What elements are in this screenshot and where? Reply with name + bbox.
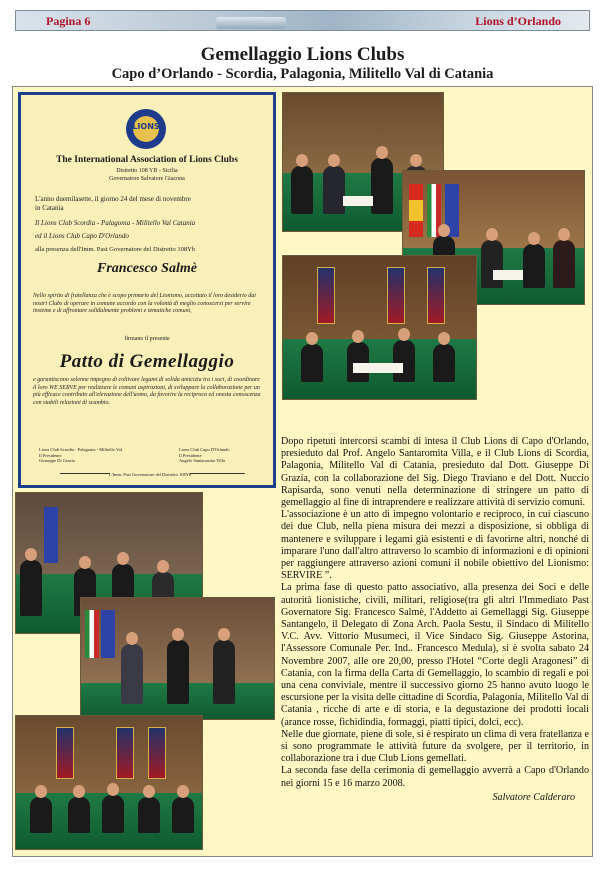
cert-org: The International Association of Lions Clubs	[56, 155, 238, 165]
photo-head-table	[282, 255, 477, 400]
lions-logo-icon: LIONS	[126, 109, 166, 149]
cert-firmano: firmano il presente	[124, 336, 170, 342]
signature-scribble	[190, 467, 248, 474]
cert-governor: Governatore Salvatore Giacona	[109, 176, 185, 182]
signature-scribble	[60, 467, 113, 474]
cert-district: Distretto 108 YB - Sicilia	[116, 168, 178, 174]
cert-patto-title: Patto di Gemellaggio	[59, 351, 235, 372]
cert-signature-center: L'Imm. Past Governatore del Distretto 108Yb	[109, 472, 192, 477]
cert-body2: e garantiscono solenne impegno di coltivare legami di solida amicizia tra i soci, di coordinare il loro WE SERVE per realizzare le comuni aspirazioni, di sviluppare la collaborazione per un più efficace contributo all'elevazione dell'uomo, da favorire la reciproca ed onesta conoscenza con stabili relazioni di scambio.	[33, 377, 261, 406]
article-paragraph: Dopo ripetuti intercorsi scambi di intesa il Club Lions di Capo d'Orlando, presieduto dal Prof. Angelo Santaromita Villa, e il Club Lions di Scordia, Palagonia, Militello Val di Catania, presieduto dal Dott. Giuseppe Di Grazia, con la collaborazione del Sig. Diego Traviano e del Dott. Nuccio Rapisarda, sono venuti nella determinazione di stringere un patto di gemellaggio al fine di intraprendere e realizzare attività di servizio comuni.	[281, 436, 589, 509]
article-paragraph: L'associazione è un atto di impegno volontario e reciproco, in cui ciascuno dei due Club, nella piena misura dei mezzi a disposizione, si obbliga di mantenere e sviluppare i legami già esistenti e di favorirne altri, nonché di imparare l'uno dall'altro attraverso lo scambio di informazioni e di opinioni per raggiungere attraverso azioni comuni il nobile obiettivo del Lionismo: SERVIRE ”.	[281, 509, 589, 582]
article-paragraph: La seconda fase della cerimonia di gemellaggio avverrà a Capo d'Orlando nei giorni 15 e 16 marzo 2008.	[281, 765, 589, 789]
article-author: Salvatore Calderaro	[492, 791, 575, 803]
article-subtitle: Capo d’Orlando - Scordia, Palagonia, Militello Val di Catania	[111, 66, 494, 82]
header-landscape-image	[216, 17, 286, 29]
cert-club2: ed il Lions Club Capo D'Orlando	[35, 232, 129, 240]
page-header	[15, 10, 590, 31]
twinning-certificate	[18, 92, 276, 488]
newsletter-name: Lions d’Orlando	[475, 14, 561, 28]
cert-name: Francesco Salmè	[97, 261, 197, 276]
photo-dinner-table	[15, 715, 203, 850]
cert-date-line: L'anno duemilasette, il giorno 24 del mese di novembre	[35, 195, 191, 203]
cert-date-line2: in Catania	[35, 204, 64, 212]
cert-signature-right: Lions Club Capo D'Orlando Il Presidente Angelo Santaromita Villa	[179, 447, 230, 463]
article-title: Gemellaggio Lions Clubs	[200, 44, 405, 65]
photo-handshake	[80, 597, 275, 720]
cert-signature-left: Lions Club Scordia - Palagonia - Militello Val. Il Presidente Giuseppe Di Grazia	[39, 447, 124, 463]
page-number: Pagina 6	[46, 14, 91, 28]
article-paragraph: Nelle due giornate, piene di sole, si è respirato un clima di vera fratellanza e si sono programmate le attività future da svolgere, per il territorio, in collaborazione tra i due Club Lions gemellati.	[281, 728, 589, 765]
cert-club1: Il Lions Club Scordia - Palagonia - Militello Val Catania	[35, 219, 196, 227]
article-paragraph: La prima fase di questo patto associativo, alla presenza dei Soci e delle autorità lionistiche, civili, militari, religiose(tra gli altri l'Immediato Past Governatore Sig. Francesco Salmè, l'Addetto ai Gemellaggi Sig. Giuseppe Santangelo, il Delegato di Zona Arch. Paola Sestu, il Sindaco di Militello V.C. Avv. Vittorio Musumeci, il Vice Sindaco Sig. Giuseppe Astorina, l'Assessore Comunale Per. Ind.. Francesco Medula), si è svolta sabato 24 Novembre 2007, alle ore 20,00, presso l'Hotel “Corte degli Aragonesi” di Catania, con la firma della Carta di Gemellaggio, lo scambio di regali e poi una cena conviviale, mentre il successivo giorno 25 hanno avuto luogo le escursione per la visita delle cittadine di Scordia, Palagonia, Militello Val di Catania , ricche di arte e di storia, e la degustazione dei prodotti locali (arance rosse, fichidindia, formaggi, piatti tipici, dolci, ecc).	[281, 582, 589, 728]
cert-presence: alla presenza dell'Imm. Past Governatore del Distretto 108Yb	[35, 246, 196, 253]
cert-body: Nello spirito di fratellanza che è scopo primario del Lionismo, accettato il loro desiderio dai nostri Clubs di operare in comune accordo con la volontà di meglio conoscersi per servire insieme e di affrontare solidalmente problemi e tematiche comuni,	[33, 293, 256, 314]
article-body	[281, 436, 589, 804]
